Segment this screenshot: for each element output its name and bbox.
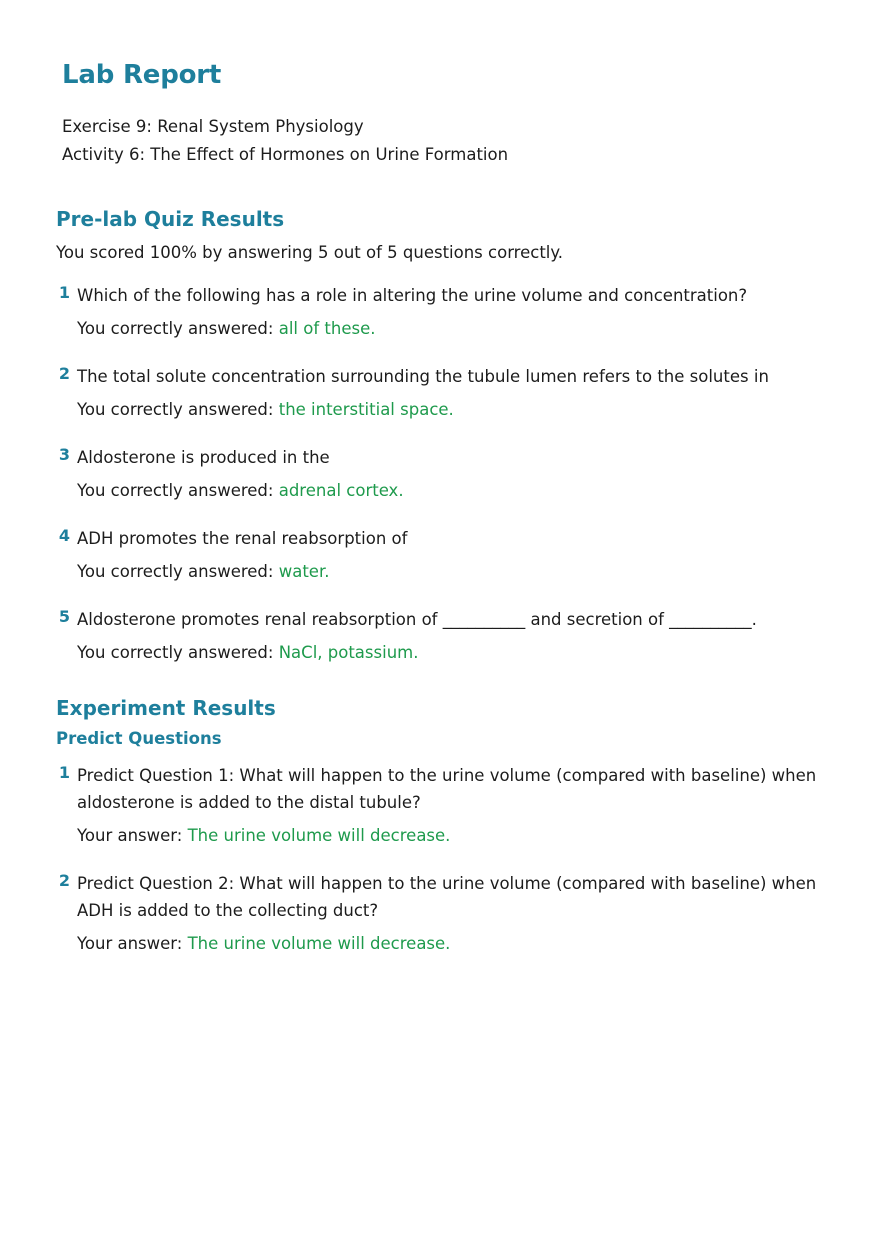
user-answer: The urine volume will decrease.: [187, 934, 451, 953]
user-answer: The urine volume will decrease.: [187, 826, 451, 845]
exercise-label: Exercise 9: Renal System Physiology: [62, 117, 364, 136]
activity-label: Activity 6: The Effect of Hormones on Urine Formation: [62, 145, 509, 164]
question-answer-line: [77, 318, 846, 340]
predict-question-1: [56, 762, 846, 847]
answer-prefix: Your answer:: [77, 934, 188, 953]
question-answer-line: [77, 933, 846, 955]
correct-answer: the interstitial space.: [278, 400, 454, 419]
question-text: Predict Question 1: What will happen to the urine volume (compared with baseline) when aldosterone is added to the distal tubule?: [77, 766, 817, 812]
correct-answer: water.: [278, 562, 330, 581]
correct-answer: adrenal cortex.: [278, 481, 404, 500]
prelab-question-5: [56, 606, 846, 664]
correct-answer: all of these.: [278, 319, 376, 338]
report-title: Lab Report: [62, 60, 222, 90]
question-number: 1: [58, 283, 70, 302]
question-answer-line: [77, 561, 846, 583]
prelab-question-1: [56, 282, 846, 340]
question-text: Predict Question 2: What will happen to the urine volume (compared with baseline) when ADH is added to the collecting duct?: [77, 874, 817, 920]
answer-prefix: You correctly answered:: [77, 481, 279, 500]
answer-prefix: You correctly answered:: [77, 319, 279, 338]
score-text: You scored 100% by answering 5 out of 5 questions correctly.: [56, 243, 564, 262]
question-text: ADH promotes the renal reabsorption of: [77, 529, 408, 548]
question-text: Which of the following has a role in altering the urine volume and concentration?: [77, 286, 748, 305]
question-answer-line: [77, 399, 846, 421]
question-number: 2: [58, 364, 70, 383]
question-text: Aldosterone promotes renal reabsorption of __________ and secretion of __________.: [77, 610, 757, 629]
question-number: 4: [58, 526, 70, 545]
answer-prefix: Your answer:: [77, 826, 188, 845]
question-number: 3: [58, 445, 70, 464]
answer-prefix: You correctly answered:: [77, 562, 279, 581]
prelab-heading: Pre-lab Quiz Results: [56, 207, 285, 231]
question-number: 1: [58, 763, 70, 782]
question-number: 2: [58, 871, 70, 890]
question-answer-line: [77, 642, 846, 664]
experiment-heading: Experiment Results: [56, 696, 276, 720]
question-text: Aldosterone is produced in the: [77, 448, 330, 467]
prelab-question-4: [56, 525, 846, 583]
predict-questions-heading: Predict Questions: [56, 729, 222, 748]
predict-question-2: [56, 870, 846, 955]
answer-prefix: You correctly answered:: [77, 400, 279, 419]
prelab-question-3: [56, 444, 846, 502]
question-answer-line: [77, 825, 846, 847]
question-text: The total solute concentration surrounding the tubule lumen refers to the solutes in: [77, 367, 769, 386]
answer-prefix: You correctly answered:: [77, 643, 279, 662]
correct-answer: NaCl, potassium.: [278, 643, 419, 662]
prelab-question-2: [56, 363, 846, 421]
question-answer-line: [77, 480, 846, 502]
question-number: 5: [58, 607, 70, 626]
